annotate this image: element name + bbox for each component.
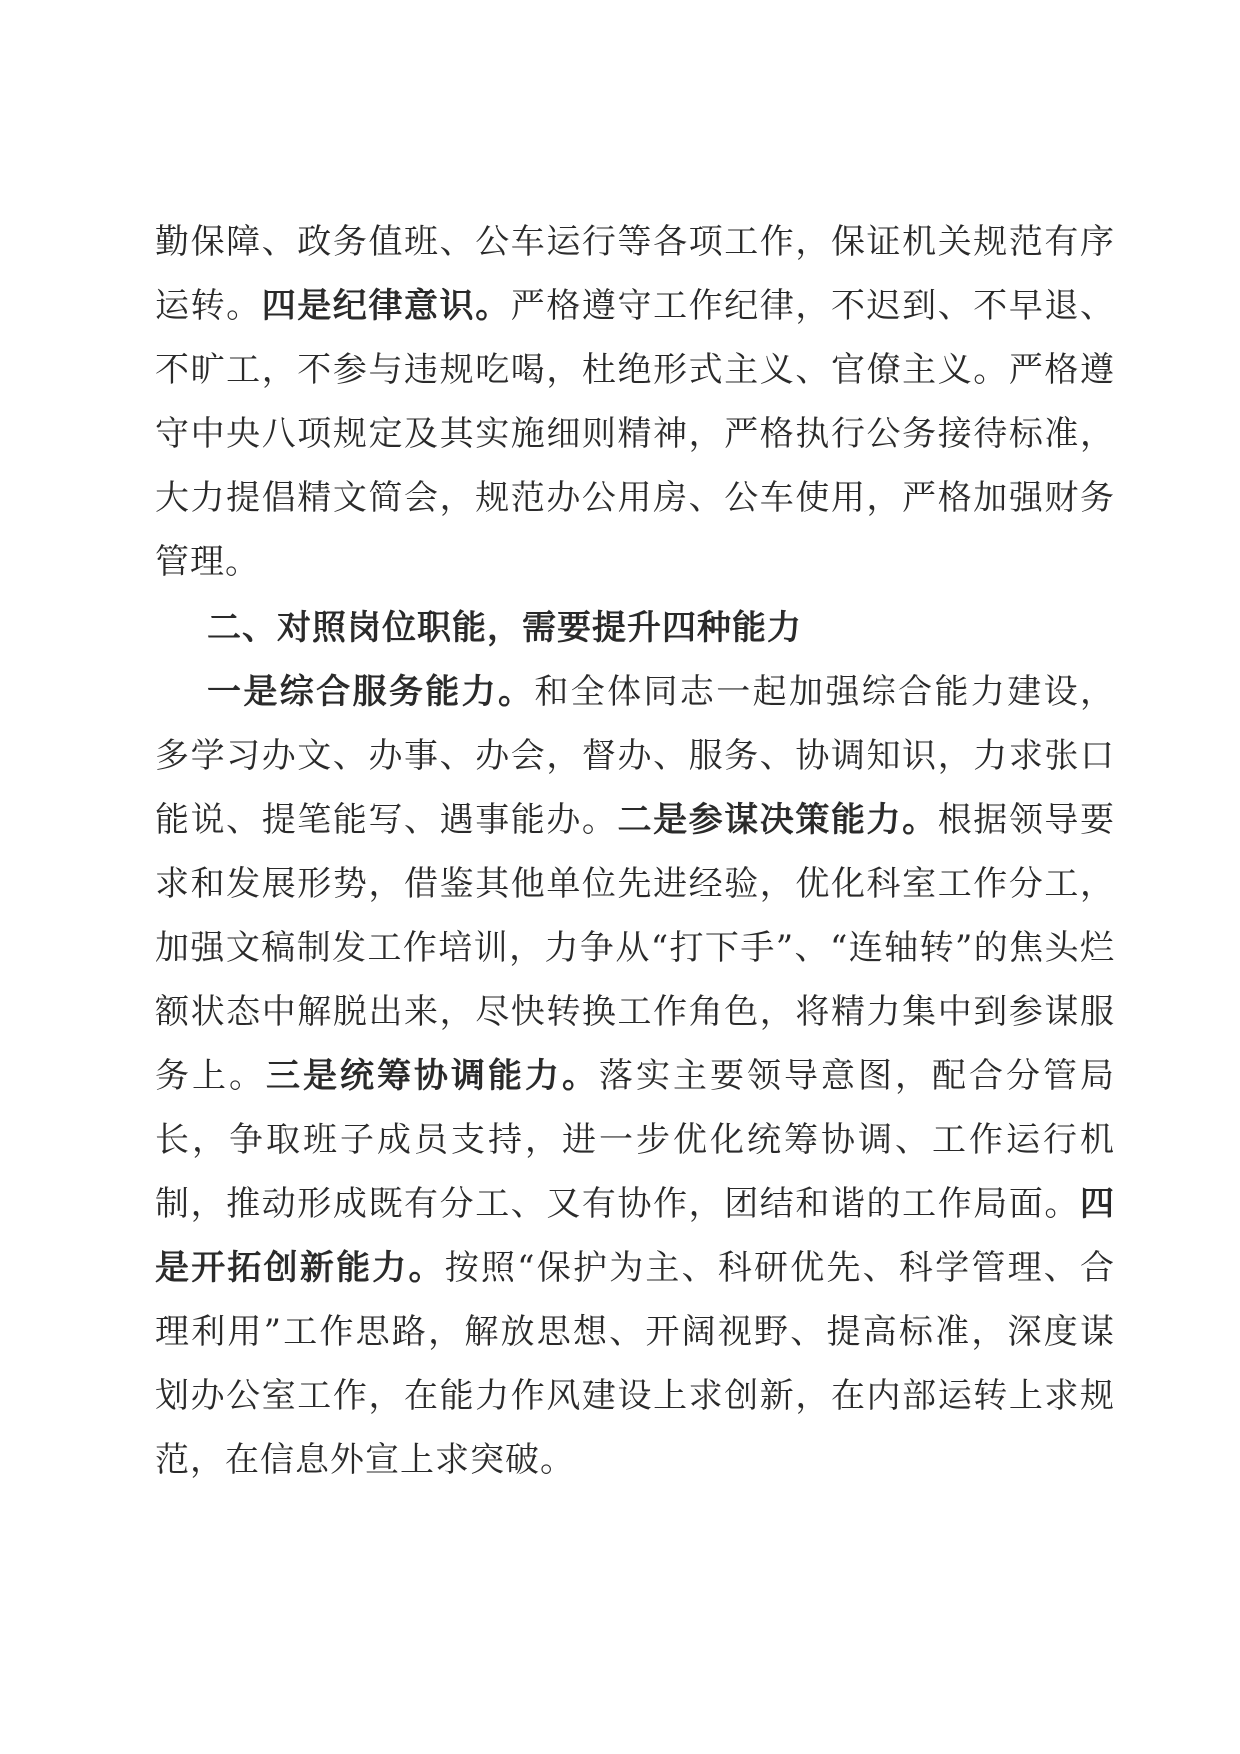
paragraph-text: 严格遵守工作纪律，不迟到、不早退、不旷工，不参与违规吃喝，杜绝形式主义、官僚主义。严格遵守中央八项规定及其实施细则精神，严格执行公务接待标准，大力提倡精文简会，规范办公用房、公车使用，严格加强财务管理。: [155, 286, 1116, 582]
document-body: [155, 210, 1115, 1492]
paragraph-text: 落实主要领导意图，配合分管局长，争取班子成员支持，进一步优化统筹协调、工作运行机制，推动形成既有分工、又有协作，团结和谐的工作局面。: [155, 1056, 1115, 1224]
bold-lead-discipline: 四是纪律意识。: [261, 286, 511, 326]
paragraph-text: 按照“保护为主、科研优先、科学管理、合理利用”工作思路，解放思想、开阔视野、提高标准，深度谋划办公室工作，在能力作风建设上求创新，在内部运转上求规范，在信息外宣上求突破。: [155, 1248, 1115, 1480]
paragraph-discipline: [155, 210, 1115, 594]
bold-lead-advisory: 二是参谋决策能力。: [617, 800, 938, 840]
bold-lead-service: 一是综合服务能力。: [207, 672, 535, 712]
paragraph-text: 根据领导要求和发展形势，借鉴其他单位先进经验，优化科室工作分工，加强文稿制发工作培训，力争从“打下手”、“连轴转”的焦头烂额状态中解脱出来，尽快转换工作角色，将精力集中到参谋服务上。: [155, 800, 1116, 1096]
paragraph-text: 勤保障、政务值班、公车运行等各项工作，保证机关规范有序运转。: [155, 222, 1115, 326]
bold-lead-coordination: 三是统筹协调能力。: [266, 1056, 599, 1096]
paragraph-text: 和全体同志一起加强综合能力建设，多学习办文、办事、办会，督办、服务、协调知识，力求张口能说、提笔能写、遇事能办。: [155, 672, 1115, 840]
section-heading: 二、对照岗位职能，需要提升四种能力: [207, 608, 802, 648]
paragraph-abilities: [155, 660, 1115, 1492]
bold-lead-innovation: 四是开拓创新能力。: [155, 1184, 1115, 1288]
